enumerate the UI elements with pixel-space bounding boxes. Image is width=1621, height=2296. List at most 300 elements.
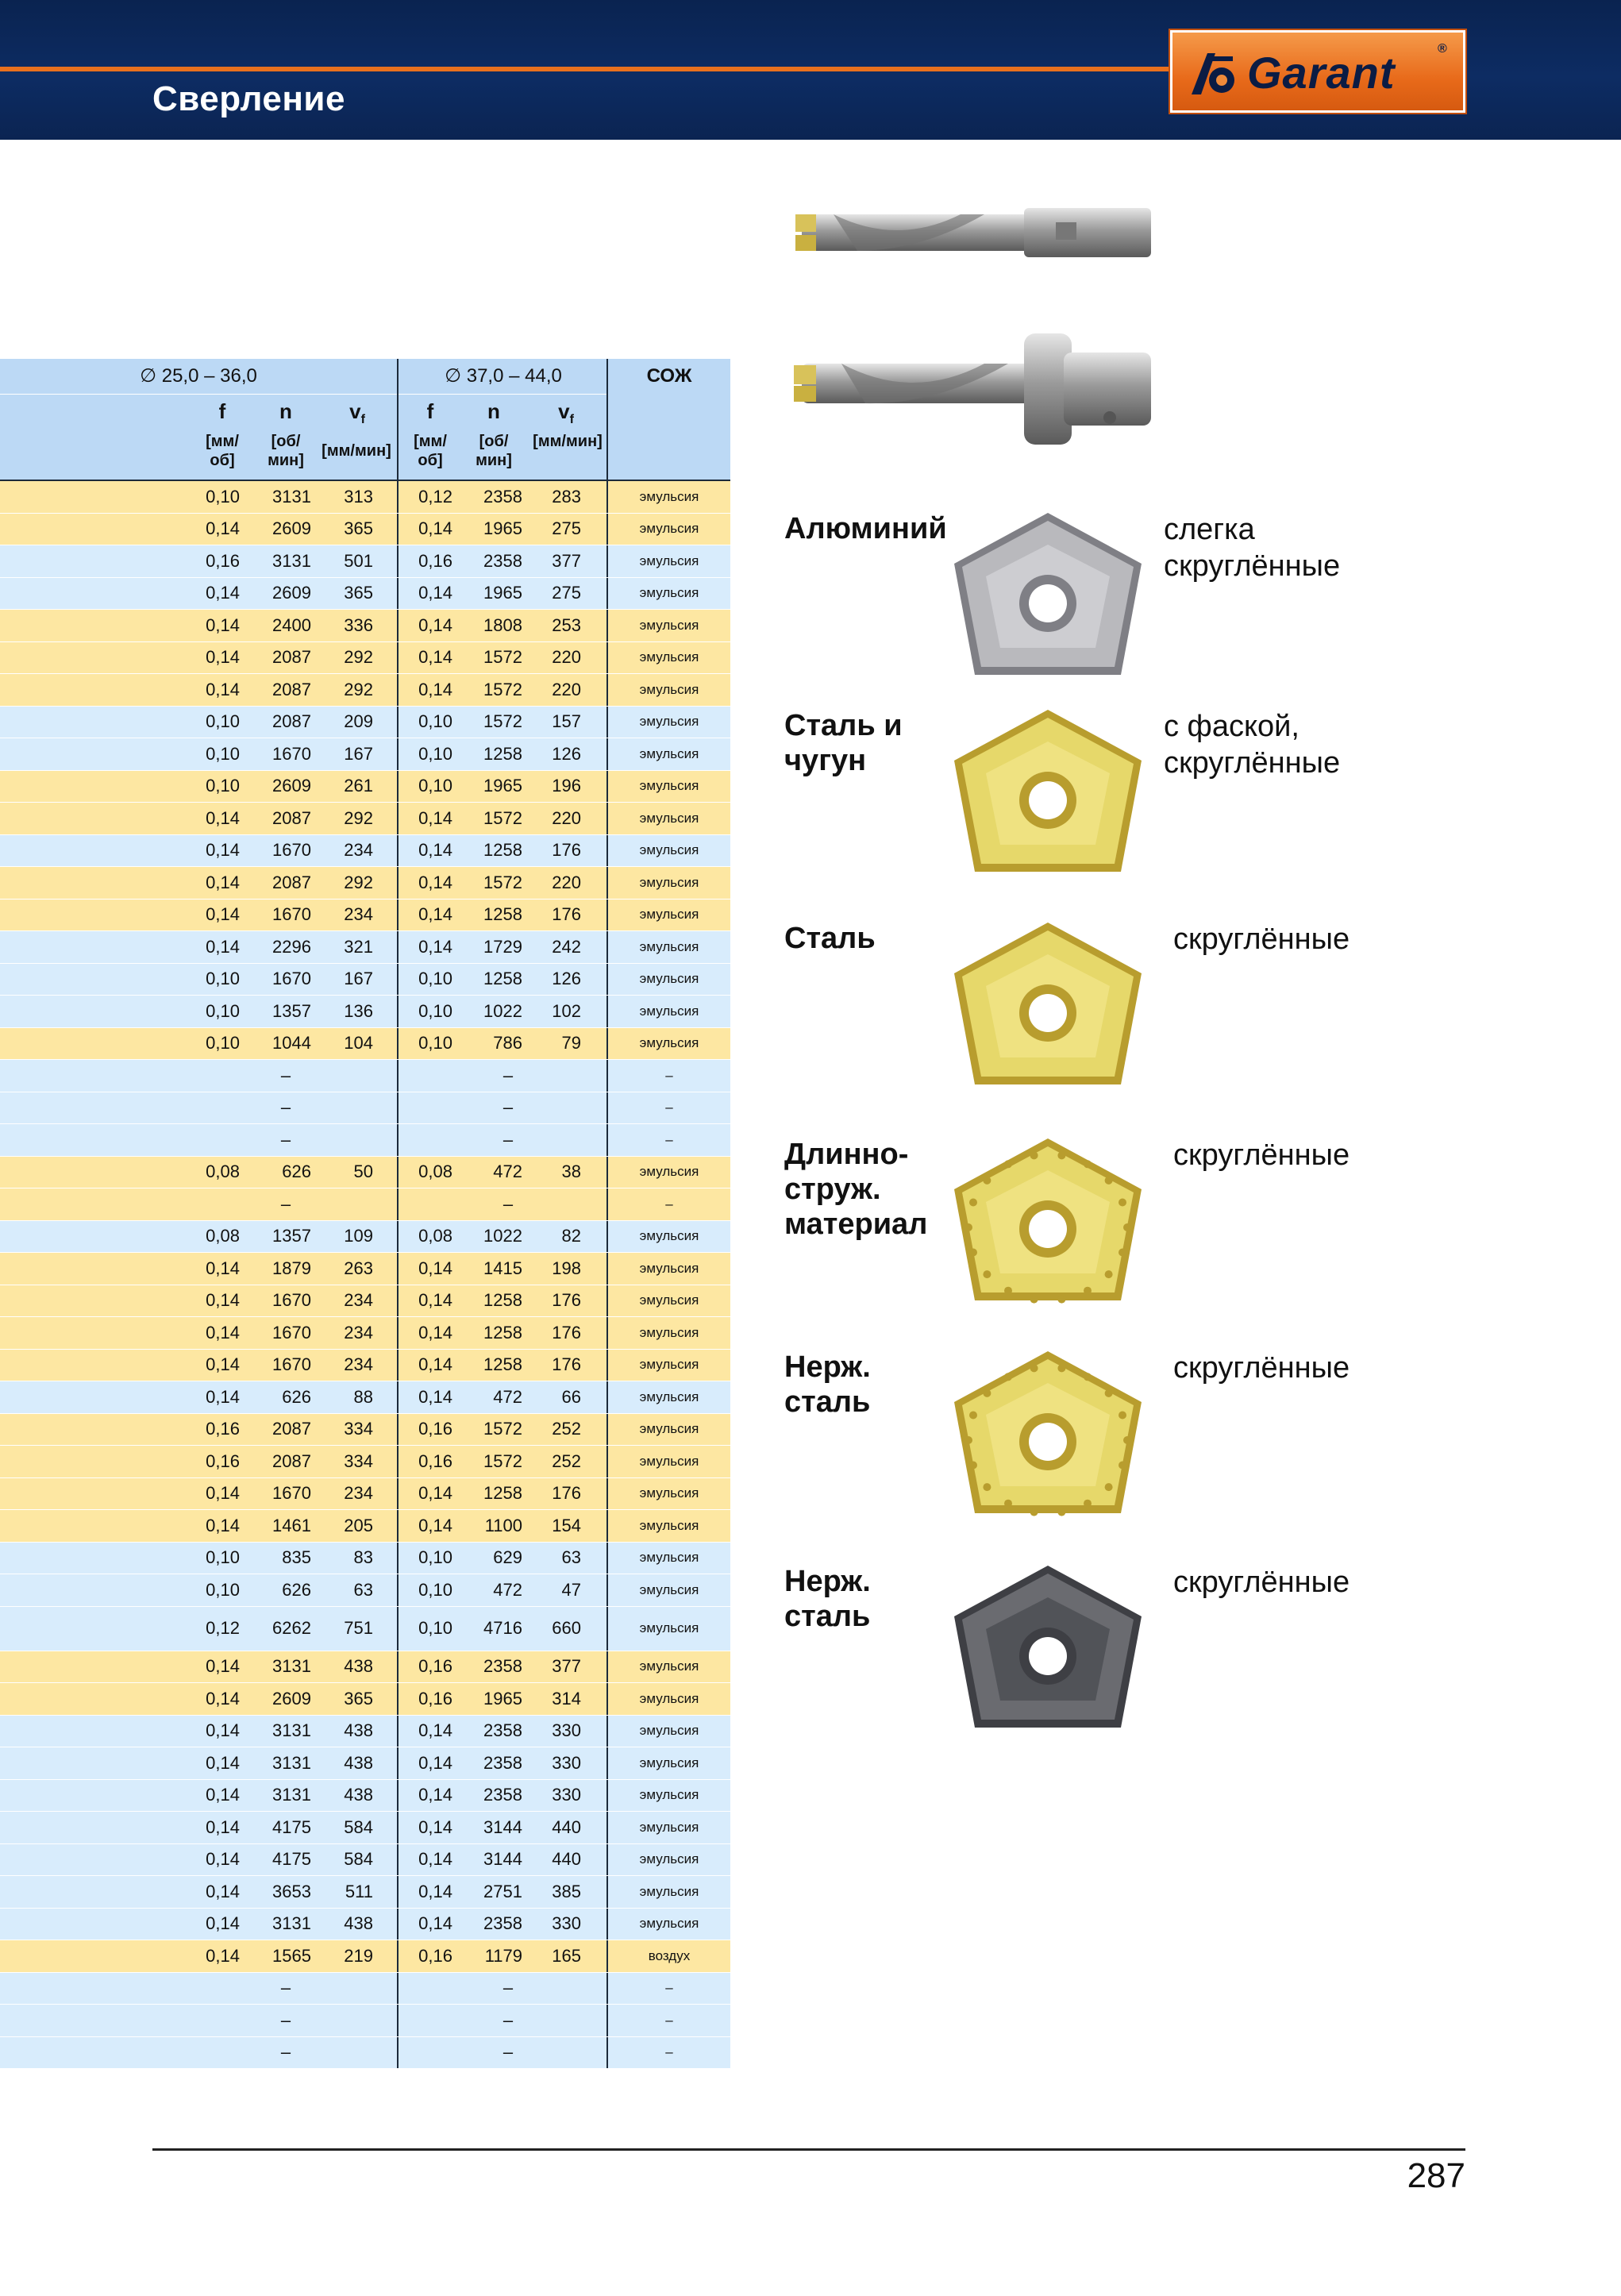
cell-coolant: эмульсия bbox=[639, 938, 699, 954]
cell-vf: 176 bbox=[552, 1483, 581, 1504]
table-row bbox=[0, 1446, 730, 1478]
cell-rpm: 1258 bbox=[483, 1322, 522, 1343]
cell-rpm: 6262 bbox=[272, 1618, 311, 1638]
cell-rpm: 629 bbox=[493, 1547, 522, 1568]
cell-coolant: эмульсия bbox=[639, 488, 699, 504]
material-label-line: материал bbox=[784, 1208, 928, 1241]
cell-feed: 0,10 bbox=[206, 969, 240, 989]
cell-vf: 176 bbox=[552, 904, 581, 925]
cell-coolant: эмульсия bbox=[639, 1517, 699, 1533]
cell-feed: 0,14 bbox=[206, 518, 240, 539]
cell-vf: 440 bbox=[552, 1849, 581, 1870]
cell-rpm: 1572 bbox=[483, 872, 522, 892]
material-label-line: Сталь bbox=[784, 922, 876, 955]
insert-steel-gold-icon bbox=[945, 918, 1159, 1104]
table-row bbox=[0, 1574, 730, 1607]
unit-f-2: [мм/ об] bbox=[414, 433, 447, 469]
cell-rpm: 3144 bbox=[483, 1849, 522, 1870]
cell-vf: 126 bbox=[552, 743, 581, 764]
table-row bbox=[0, 1973, 730, 2005]
cell-vf: 234 bbox=[344, 904, 373, 925]
cell-vf: 440 bbox=[552, 1816, 581, 1837]
cell-feed: 0,14 bbox=[418, 936, 452, 957]
cell-feed: 0,14 bbox=[418, 1354, 452, 1375]
cell-rpm: 472 bbox=[493, 1161, 522, 1182]
cell-vf: 234 bbox=[344, 1322, 373, 1343]
cell-empty: – bbox=[502, 2042, 514, 2063]
col-n-2: n bbox=[487, 399, 500, 423]
cell-rpm: 1670 bbox=[272, 1322, 311, 1343]
cell-vf: 88 bbox=[353, 1386, 373, 1407]
insert-aluminium-gray-icon bbox=[945, 508, 1159, 695]
cell-rpm: 3131 bbox=[272, 1752, 311, 1773]
cell-rpm: 4175 bbox=[272, 1816, 311, 1837]
material-label bbox=[784, 1137, 927, 1242]
table-row bbox=[0, 1414, 730, 1447]
cell-rpm: 2087 bbox=[272, 1419, 311, 1439]
cell-rpm: 2358 bbox=[483, 1785, 522, 1805]
insert-steel-gold-icon bbox=[945, 705, 1159, 892]
cell-coolant: – bbox=[665, 1980, 673, 1996]
cell-coolant: – bbox=[665, 2012, 673, 2028]
cell-feed: 0,14 bbox=[206, 1913, 240, 1934]
cell-vf: 79 bbox=[561, 1033, 581, 1054]
material-label-line: Длинно- bbox=[784, 1138, 909, 1171]
cell-vf: 219 bbox=[344, 1945, 373, 1966]
cell-rpm: 1258 bbox=[483, 840, 522, 861]
table-row bbox=[0, 2037, 730, 2070]
cell-feed: 0,14 bbox=[206, 1354, 240, 1375]
cell-rpm: 626 bbox=[282, 1386, 311, 1407]
table-row bbox=[0, 642, 730, 675]
cell-rpm: 1670 bbox=[272, 840, 311, 861]
cell-vf: 63 bbox=[353, 1579, 373, 1600]
material-label bbox=[784, 1350, 871, 1420]
cell-coolant: эмульсия bbox=[639, 1581, 699, 1597]
cell-coolant: эмульсия bbox=[639, 810, 699, 826]
table-row bbox=[0, 1157, 730, 1189]
cell-feed: 0,14 bbox=[206, 1290, 240, 1311]
cell-vf: 102 bbox=[552, 1000, 581, 1021]
table-row bbox=[0, 578, 730, 611]
cell-vf: 165 bbox=[552, 1945, 581, 1966]
cell-feed: 0,14 bbox=[206, 1386, 240, 1407]
cell-vf: 220 bbox=[552, 872, 581, 892]
cell-feed: 0,10 bbox=[206, 1000, 240, 1021]
cell-coolant: эмульсия bbox=[639, 1819, 699, 1835]
col-f-2: f bbox=[426, 399, 434, 423]
cell-rpm: 1965 bbox=[483, 518, 522, 539]
cell-rpm: 1044 bbox=[272, 1033, 311, 1054]
cell-rpm: 2358 bbox=[483, 550, 522, 571]
cell-rpm: 1357 bbox=[272, 1226, 311, 1246]
cell-feed: 0,14 bbox=[418, 840, 452, 861]
cell-coolant: эмульсия bbox=[639, 1690, 699, 1706]
table-row bbox=[0, 1092, 730, 1125]
cell-empty: – bbox=[280, 1097, 291, 1118]
table-row bbox=[0, 931, 730, 964]
cell-vf: 365 bbox=[344, 518, 373, 539]
cell-vf: 263 bbox=[344, 1258, 373, 1278]
cell-feed: 0,10 bbox=[418, 1618, 452, 1638]
cell-feed: 0,14 bbox=[206, 1656, 240, 1677]
table-row bbox=[0, 1940, 730, 1973]
cell-rpm: 1572 bbox=[483, 711, 522, 732]
table-row bbox=[0, 1124, 730, 1157]
cell-vf: 136 bbox=[344, 1000, 373, 1021]
edge-description-line: скруглённые bbox=[1173, 1566, 1350, 1599]
cell-vf: 234 bbox=[344, 840, 373, 861]
cell-vf: 157 bbox=[552, 711, 581, 732]
cell-feed: 0,14 bbox=[206, 614, 240, 635]
cell-coolant: – bbox=[665, 1100, 673, 1115]
cell-rpm: 3131 bbox=[272, 550, 311, 571]
cell-vf: 751 bbox=[344, 1618, 373, 1638]
logo-wordmark: Garant bbox=[1247, 48, 1396, 98]
cell-vf: 438 bbox=[344, 1656, 373, 1677]
table-body bbox=[0, 481, 730, 2069]
edge-description-line: слегка bbox=[1164, 513, 1255, 546]
cell-coolant: эмульсия bbox=[639, 1003, 699, 1019]
cell-feed: 0,14 bbox=[418, 1849, 452, 1870]
table-row bbox=[0, 1780, 730, 1813]
cell-vf: 584 bbox=[344, 1849, 373, 1870]
cell-feed: 0,14 bbox=[206, 1258, 240, 1278]
cell-empty: – bbox=[502, 1193, 514, 1214]
edge-description bbox=[1164, 708, 1340, 781]
cell-rpm: 1670 bbox=[272, 1483, 311, 1504]
cell-feed: 0,14 bbox=[418, 1881, 452, 1901]
cell-coolant: эмульсия bbox=[639, 1485, 699, 1501]
table-row bbox=[0, 1812, 730, 1844]
cell-feed: 0,16 bbox=[418, 1419, 452, 1439]
cell-feed: 0,10 bbox=[418, 711, 452, 732]
cell-vf: 209 bbox=[344, 711, 373, 732]
cell-feed: 0,14 bbox=[418, 1720, 452, 1741]
cell-rpm: 1572 bbox=[483, 679, 522, 699]
cell-rpm: 1670 bbox=[272, 904, 311, 925]
material-label-line: сталь bbox=[784, 1385, 871, 1419]
logo-registered-mark: ® bbox=[1438, 42, 1447, 56]
cell-empty: – bbox=[502, 1097, 514, 1118]
material-label bbox=[784, 511, 947, 546]
cell-feed: 0,14 bbox=[206, 647, 240, 668]
cell-coolant: эмульсия bbox=[639, 745, 699, 761]
cell-coolant: эмульсия bbox=[639, 1723, 699, 1739]
cell-vf: 83 bbox=[353, 1547, 373, 1568]
material-label-line: чугун bbox=[784, 744, 867, 777]
unit-n-1: [об/ мин] bbox=[268, 433, 304, 469]
cell-rpm: 3653 bbox=[272, 1881, 311, 1901]
table-row bbox=[0, 2005, 730, 2037]
cell-vf: 275 bbox=[552, 518, 581, 539]
cell-vf: 234 bbox=[344, 1290, 373, 1311]
unit-vf-1: [мм/мин] bbox=[322, 442, 391, 460]
cell-vf: 330 bbox=[552, 1913, 581, 1934]
diameter-group-2: ∅ 37,0 – 44,0 bbox=[399, 359, 608, 395]
cell-rpm: 4716 bbox=[483, 1618, 522, 1638]
cell-coolant: – bbox=[665, 2044, 673, 2060]
cell-rpm: 2087 bbox=[272, 872, 311, 892]
cell-feed: 0,08 bbox=[206, 1226, 240, 1246]
table-row bbox=[0, 996, 730, 1028]
cell-vf: 167 bbox=[344, 969, 373, 989]
cell-vf: 167 bbox=[344, 743, 373, 764]
cell-feed: 0,14 bbox=[418, 1322, 452, 1343]
cell-rpm: 2087 bbox=[272, 647, 311, 668]
cell-vf: 365 bbox=[344, 583, 373, 603]
page-title: Сверление bbox=[152, 79, 345, 118]
table-row bbox=[0, 1028, 730, 1061]
cell-rpm: 2087 bbox=[272, 807, 311, 828]
edge-description-line: скруглённые bbox=[1173, 923, 1350, 956]
cell-rpm: 472 bbox=[493, 1386, 522, 1407]
cell-coolant: эмульсия bbox=[639, 1292, 699, 1308]
cell-feed: 0,10 bbox=[418, 969, 452, 989]
cell-coolant: эмульсия bbox=[639, 617, 699, 633]
table-row bbox=[0, 1060, 730, 1092]
cell-rpm: 1258 bbox=[483, 1354, 522, 1375]
table-row bbox=[0, 738, 730, 771]
cell-rpm: 1022 bbox=[483, 1000, 522, 1021]
cell-coolant: эмульсия bbox=[639, 681, 699, 697]
cell-vf: 63 bbox=[561, 1547, 581, 1568]
material-label bbox=[784, 1564, 871, 1634]
table-row bbox=[0, 707, 730, 739]
cell-feed: 0,14 bbox=[418, 1386, 452, 1407]
cell-empty: – bbox=[502, 1129, 514, 1150]
table-row bbox=[0, 1607, 730, 1651]
garant-logo bbox=[1170, 30, 1465, 113]
table-row bbox=[0, 1909, 730, 1941]
cell-empty: – bbox=[502, 1978, 514, 1998]
cell-vf: 50 bbox=[353, 1161, 373, 1182]
cell-feed: 0,14 bbox=[206, 1752, 240, 1773]
cell-vf: 292 bbox=[344, 647, 373, 668]
material-label-line: струж. bbox=[784, 1173, 881, 1206]
cell-rpm: 2358 bbox=[483, 1913, 522, 1934]
cell-vf: 220 bbox=[552, 647, 581, 668]
cell-coolant: эмульсия bbox=[639, 1755, 699, 1770]
cell-vf: 261 bbox=[344, 776, 373, 796]
cell-rpm: 1670 bbox=[272, 969, 311, 989]
cell-feed: 0,14 bbox=[418, 583, 452, 603]
cell-vf: 252 bbox=[552, 1419, 581, 1439]
cell-coolant: эмульсия bbox=[639, 1851, 699, 1867]
cell-vf: 176 bbox=[552, 840, 581, 861]
cell-rpm: 1258 bbox=[483, 969, 522, 989]
cell-empty: – bbox=[280, 2042, 291, 2063]
cell-feed: 0,14 bbox=[206, 1688, 240, 1709]
cell-rpm: 1572 bbox=[483, 1450, 522, 1471]
table-row bbox=[0, 1221, 730, 1254]
cell-feed: 0,16 bbox=[418, 550, 452, 571]
cell-coolant: эмульсия bbox=[639, 1883, 699, 1899]
col-vf-1: $v_f$ bbox=[349, 399, 365, 427]
cell-coolant: эмульсия bbox=[639, 778, 699, 794]
table-row bbox=[0, 1381, 730, 1414]
garant-logo-icon bbox=[1188, 50, 1244, 98]
cell-feed: 0,14 bbox=[206, 1483, 240, 1504]
cell-feed: 0,16 bbox=[418, 1945, 452, 1966]
cell-rpm: 3131 bbox=[272, 1913, 311, 1934]
table-row bbox=[0, 1317, 730, 1350]
material-label-line: Нерж. bbox=[784, 1350, 871, 1384]
cell-feed: 0,10 bbox=[206, 1033, 240, 1054]
cell-rpm: 2751 bbox=[483, 1881, 522, 1901]
table-row bbox=[0, 674, 730, 707]
cell-feed: 0,16 bbox=[418, 1450, 452, 1471]
cell-feed: 0,14 bbox=[418, 518, 452, 539]
cell-feed: 0,16 bbox=[206, 1419, 240, 1439]
cell-rpm: 3131 bbox=[272, 1785, 311, 1805]
cell-vf: 321 bbox=[344, 936, 373, 957]
cell-rpm: 2087 bbox=[272, 679, 311, 699]
cell-coolant: эмульсия bbox=[639, 553, 699, 568]
cell-vf: 292 bbox=[344, 679, 373, 699]
cell-feed: 0,10 bbox=[418, 743, 452, 764]
drill-image-long bbox=[786, 326, 1159, 460]
cell-feed: 0,14 bbox=[206, 1816, 240, 1837]
cell-feed: 0,10 bbox=[206, 1579, 240, 1600]
cell-coolant: эмульсия bbox=[639, 1550, 699, 1566]
cell-feed: 0,16 bbox=[206, 1450, 240, 1471]
cell-vf: 253 bbox=[552, 614, 581, 635]
coolant-header: СОЖ bbox=[646, 365, 692, 387]
table-row bbox=[0, 1747, 730, 1780]
cell-feed: 0,16 bbox=[418, 1656, 452, 1677]
edge-description bbox=[1173, 1564, 1350, 1601]
cell-feed: 0,14 bbox=[418, 647, 452, 668]
cell-feed: 0,14 bbox=[418, 807, 452, 828]
cell-rpm: 835 bbox=[282, 1547, 311, 1568]
cell-vf: 438 bbox=[344, 1720, 373, 1741]
cell-coolant: воздух bbox=[648, 1947, 691, 1963]
cell-rpm: 1258 bbox=[483, 904, 522, 925]
cell-feed: 0,16 bbox=[418, 1688, 452, 1709]
cell-coolant: эмульсия bbox=[639, 874, 699, 890]
cell-rpm: 1461 bbox=[272, 1515, 311, 1535]
cell-feed: 0,08 bbox=[206, 1161, 240, 1182]
cell-feed: 0,14 bbox=[418, 904, 452, 925]
cell-feed: 0,14 bbox=[206, 904, 240, 925]
cell-feed: 0,14 bbox=[418, 1913, 452, 1934]
table-row bbox=[0, 900, 730, 932]
cell-feed: 0,14 bbox=[206, 1515, 240, 1535]
insert-stainless-gold-icon bbox=[945, 1346, 1159, 1533]
cell-vf: 660 bbox=[552, 1618, 581, 1638]
cell-feed: 0,08 bbox=[418, 1161, 452, 1182]
cutting-data-table bbox=[0, 359, 730, 2069]
table-row bbox=[0, 771, 730, 803]
cell-vf: 196 bbox=[552, 776, 581, 796]
cell-rpm: 1415 bbox=[483, 1258, 522, 1278]
cell-vf: 313 bbox=[344, 486, 373, 507]
cell-vf: 438 bbox=[344, 1913, 373, 1934]
cell-coolant: эмульсия bbox=[639, 1453, 699, 1469]
cell-coolant: – bbox=[665, 1067, 673, 1083]
cell-rpm: 1670 bbox=[272, 743, 311, 764]
table-row bbox=[0, 1188, 730, 1221]
material-label-line: Нерж. bbox=[784, 1565, 871, 1598]
cell-rpm: 626 bbox=[282, 1161, 311, 1182]
cell-vf: 104 bbox=[344, 1033, 373, 1054]
cell-empty: – bbox=[280, 1065, 291, 1085]
cell-rpm: 2358 bbox=[483, 1752, 522, 1773]
cell-coolant: эмульсия bbox=[639, 971, 699, 987]
cell-rpm: 4175 bbox=[272, 1849, 311, 1870]
cell-rpm: 1879 bbox=[272, 1258, 311, 1278]
cell-rpm: 2609 bbox=[272, 518, 311, 539]
cell-feed: 0,14 bbox=[418, 1752, 452, 1773]
cell-empty: – bbox=[502, 2009, 514, 2030]
cell-feed: 0,08 bbox=[418, 1226, 452, 1246]
cell-rpm: 1100 bbox=[484, 1515, 522, 1535]
cell-vf: 438 bbox=[344, 1785, 373, 1805]
edge-description bbox=[1173, 1350, 1350, 1386]
table-row bbox=[0, 1510, 730, 1543]
cell-vf: 220 bbox=[552, 679, 581, 699]
cell-coolant: эмульсия bbox=[639, 1228, 699, 1244]
cell-vf: 176 bbox=[552, 1322, 581, 1343]
table-row bbox=[0, 610, 730, 642]
cell-feed: 0,14 bbox=[418, 679, 452, 699]
cell-feed: 0,14 bbox=[206, 936, 240, 957]
cell-rpm: 1808 bbox=[483, 614, 522, 635]
cell-coolant: эмульсия bbox=[639, 1389, 699, 1404]
cell-feed: 0,14 bbox=[418, 872, 452, 892]
table-row bbox=[0, 1350, 730, 1382]
table-row bbox=[0, 1844, 730, 1877]
cell-rpm: 1022 bbox=[483, 1226, 522, 1246]
cell-feed: 0,14 bbox=[418, 1515, 452, 1535]
cell-coolant: эмульсия bbox=[639, 1620, 699, 1635]
unit-vf-2: [мм/мин] bbox=[533, 433, 603, 450]
unit-f-1: [мм/ об] bbox=[206, 433, 239, 469]
cell-vf: 511 bbox=[345, 1881, 373, 1901]
table-row bbox=[0, 1716, 730, 1748]
cell-rpm: 1565 bbox=[272, 1945, 311, 1966]
cell-coolant: эмульсия bbox=[639, 907, 699, 923]
table-row bbox=[0, 1285, 730, 1318]
cell-rpm: 2400 bbox=[272, 614, 311, 635]
cell-rpm: 2087 bbox=[272, 1450, 311, 1471]
cell-vf: 47 bbox=[561, 1579, 581, 1600]
cell-coolant: эмульсия bbox=[639, 1035, 699, 1051]
cell-coolant: эмульсия bbox=[639, 585, 699, 601]
cell-rpm: 1572 bbox=[483, 1419, 522, 1439]
cell-feed: 0,14 bbox=[418, 1483, 452, 1504]
cell-coolant: эмульсия bbox=[639, 1658, 699, 1674]
cell-vf: 330 bbox=[552, 1752, 581, 1773]
cell-vf: 283 bbox=[552, 486, 581, 507]
cell-rpm: 3131 bbox=[272, 1720, 311, 1741]
cell-vf: 176 bbox=[552, 1354, 581, 1375]
cell-vf: 365 bbox=[344, 1688, 373, 1709]
cell-empty: – bbox=[280, 2009, 291, 2030]
cell-rpm: 1572 bbox=[483, 647, 522, 668]
cell-feed: 0,14 bbox=[206, 1720, 240, 1741]
cell-vf: 334 bbox=[344, 1450, 373, 1471]
cell-feed: 0,14 bbox=[418, 1290, 452, 1311]
cell-vf: 82 bbox=[561, 1226, 581, 1246]
cell-rpm: 2609 bbox=[272, 1688, 311, 1709]
edge-description bbox=[1173, 921, 1350, 957]
cell-vf: 330 bbox=[552, 1785, 581, 1805]
table-header bbox=[0, 359, 730, 481]
cell-coolant: эмульсия bbox=[639, 1787, 699, 1803]
header-accent-line bbox=[0, 67, 1172, 71]
